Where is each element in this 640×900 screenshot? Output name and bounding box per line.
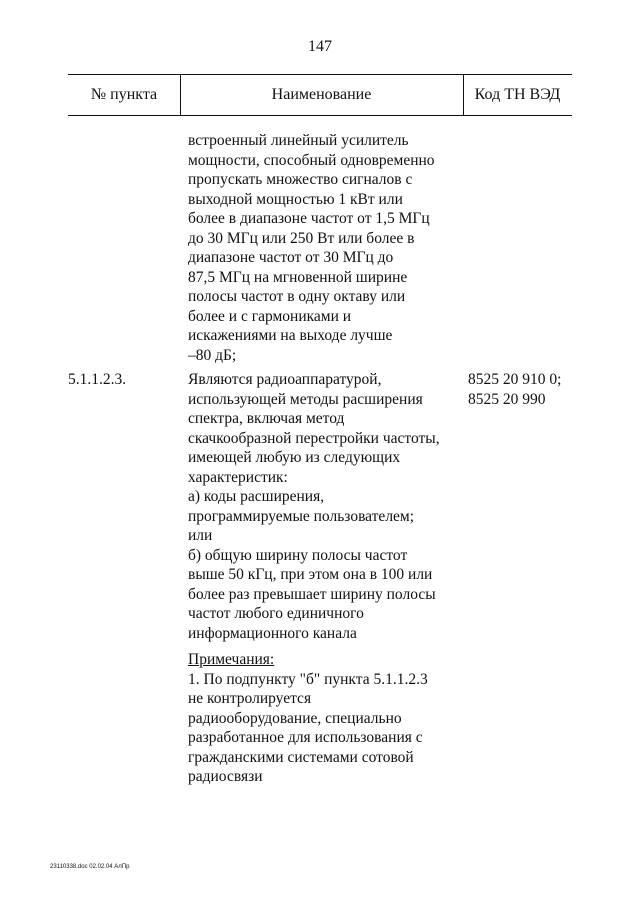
code-line: 8525 20 990 <box>468 390 546 408</box>
text-line: или <box>188 527 213 544</box>
text-line: более и с гармониками и <box>188 307 352 325</box>
code-line: 8525 20 910 0; <box>468 371 562 388</box>
text-line: –80 дБ; <box>188 346 237 364</box>
text-line: программируемые пользователем; <box>188 507 415 525</box>
text-line: встроенный линейный усилитель <box>188 132 409 149</box>
text-line: гражданскими системами сотовой <box>188 748 414 766</box>
text-line: более раз превышает ширину полосы <box>188 585 436 603</box>
text-line: разработанное для использования с <box>188 729 423 746</box>
text-line: мощности, способный одновременно <box>188 151 435 169</box>
table-header-top-rule <box>68 74 572 75</box>
entry-codes <box>468 370 578 409</box>
text-line: 87,5 МГц на мгновенной ширине <box>188 268 408 286</box>
text-line: диапазоне частот от 30 МГц до <box>188 249 394 266</box>
file-footer: 23110338.doc 02.02.04 АлПр <box>50 864 130 870</box>
text-line: пропускать множество сигналов с <box>188 171 413 188</box>
notes-heading: Примечания: <box>188 651 275 668</box>
text-line: радиооборудование, специально <box>188 709 402 727</box>
text-line: б) общую ширину полосы частот <box>188 546 408 564</box>
text-line: искажениями на выходе лучше <box>188 327 393 344</box>
text-line: 1. По подпункту "б" пункта 5.1.1.2.3 <box>188 670 428 688</box>
text-line: полосы частот в одну октаву или <box>188 288 406 305</box>
text-line: скачкообразной перестройки частоты, <box>188 429 440 447</box>
text-line: характеристик: <box>188 468 288 486</box>
text-line: имеющей любую из следующих <box>188 449 401 466</box>
notes-block <box>188 650 468 787</box>
text-line: Являются радиоаппаратурой, <box>188 371 382 388</box>
text-line: информационного канала <box>188 624 357 642</box>
text-line: частот любого единичного <box>188 605 364 622</box>
text-line: выходной мощностью 1 кВт или <box>188 190 403 208</box>
text-line: а) коды расширения, <box>188 488 325 505</box>
continued-description <box>188 131 468 365</box>
page-number: 147 <box>308 38 332 55</box>
header-col-number: № пункта <box>90 86 158 103</box>
text-line: не контролируется <box>188 690 312 707</box>
entry-number: 5.1.1.2.3. <box>68 371 127 388</box>
text-line: выше 50 кГц, при этом она в 100 или <box>188 566 433 583</box>
table-header-bottom-rule <box>68 115 572 116</box>
text-line: использующей методы расширения <box>188 390 423 408</box>
text-line: спектра, включая метод <box>188 410 345 427</box>
text-line: более в диапазоне частот от 1,5 МГц <box>188 210 430 227</box>
header-col-code: Код ТН ВЭД <box>474 86 561 103</box>
text-line: до 30 МГц или 250 Вт или более в <box>188 229 415 247</box>
entry-description <box>188 370 468 643</box>
text-line: радиосвязи <box>188 768 263 785</box>
header-col-name: Наименование <box>271 86 372 103</box>
